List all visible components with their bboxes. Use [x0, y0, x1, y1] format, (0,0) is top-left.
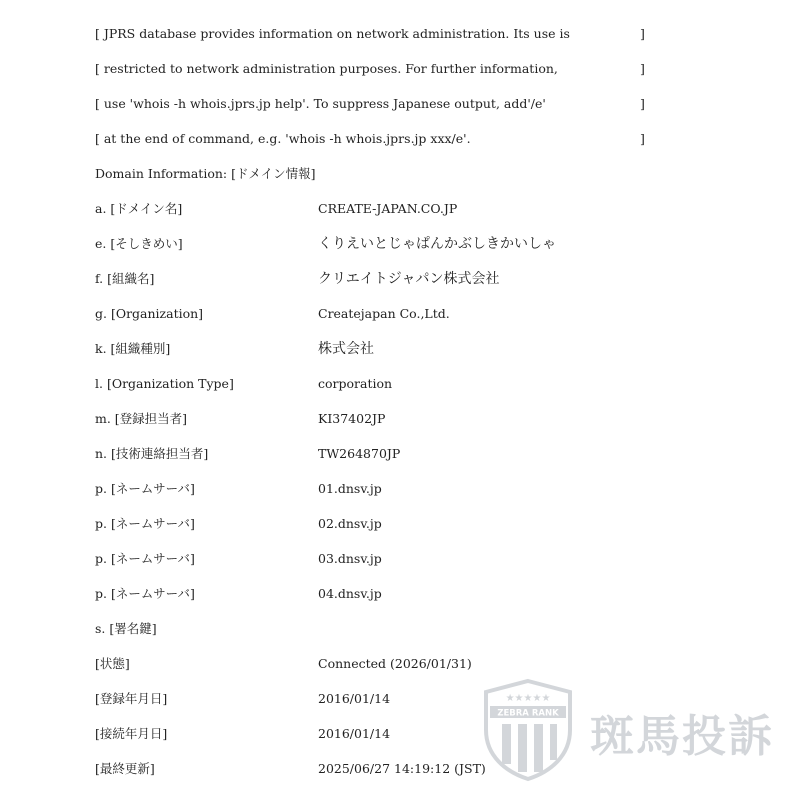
field-value: クリエイトジャパン株式会社	[318, 271, 500, 287]
field-value: Connected (2026/01/31)	[318, 656, 472, 671]
field-label: a. [ドメイン名]	[95, 201, 183, 216]
field-value: くりえいとじゃぱんかぶしきかいしゃ	[318, 236, 556, 252]
notice-bracket: ]	[640, 26, 645, 41]
field-value: 03.dnsv.jp	[318, 551, 382, 566]
field-value: 01.dnsv.jp	[318, 481, 382, 496]
field-label: s. [署名鍵]	[95, 621, 157, 636]
field-value: 2025/06/27 14:19:12 (JST)	[318, 761, 486, 776]
field-value: Createjapan Co.,Ltd.	[318, 306, 450, 321]
notice-bracket: ]	[640, 96, 645, 111]
zebra-rank-shield-logo	[482, 678, 574, 782]
field-label: [状態]	[95, 656, 130, 671]
field-value: 2016/01/14	[318, 691, 391, 706]
field-value: corporation	[318, 376, 393, 391]
svg-text:★★★★★: ★★★★★	[505, 693, 551, 704]
notice-bracket: ]	[640, 131, 645, 146]
field-label: [最終更新]	[95, 761, 155, 776]
zebra-rank-brand-text: 斑馬投訴	[590, 711, 774, 762]
field-label: k. [組織種別]	[95, 341, 171, 356]
field-label: m. [登録担当者]	[95, 411, 188, 426]
field-label: [登録年月日]	[95, 691, 168, 706]
field-label: p. [ネームサーバ]	[95, 586, 195, 601]
field-value: 株式会社	[318, 341, 374, 357]
notice-text: [ use 'whois -h whois.jprs.jp help'. To suppress Japanese output, add'/e'	[95, 96, 546, 111]
field-label: p. [ネームサーバ]	[95, 481, 195, 496]
notice-text: [ restricted to network administration purposes. For further information,	[95, 61, 558, 76]
field-value: 2016/01/14	[318, 726, 391, 741]
field-label: e. [そしきめい]	[95, 236, 183, 251]
notice-text: [ at the end of command, e.g. 'whois -h whois.jprs.jp xxx/e'.	[95, 131, 471, 146]
field-label: p. [ネームサーバ]	[95, 516, 195, 531]
field-label: [接続年月日]	[95, 726, 168, 741]
field-label: n. [技術連絡担当者]	[95, 446, 209, 461]
zebra-rank-watermark	[482, 678, 802, 782]
notice-bracket: ]	[640, 61, 645, 76]
field-value: TW264870JP	[318, 446, 401, 461]
notice-text: [ JPRS database provides information on network administration. Its use is	[95, 26, 570, 41]
field-value: CREATE-JAPAN.CO.JP	[318, 201, 458, 216]
domain-info-header-text: Domain Information: [ドメイン情報]	[95, 166, 316, 181]
field-label: f. [組織名]	[95, 271, 155, 286]
field-value: KI37402JP	[318, 411, 386, 426]
field-value: 02.dnsv.jp	[318, 516, 382, 531]
field-label: g. [Organization]	[95, 306, 204, 321]
svg-text:ZEBRA RANK: ZEBRA RANK	[497, 708, 559, 719]
field-value: 04.dnsv.jp	[318, 586, 382, 601]
field-label: l. [Organization Type]	[95, 376, 234, 391]
field-label: p. [ネームサーバ]	[95, 551, 195, 566]
